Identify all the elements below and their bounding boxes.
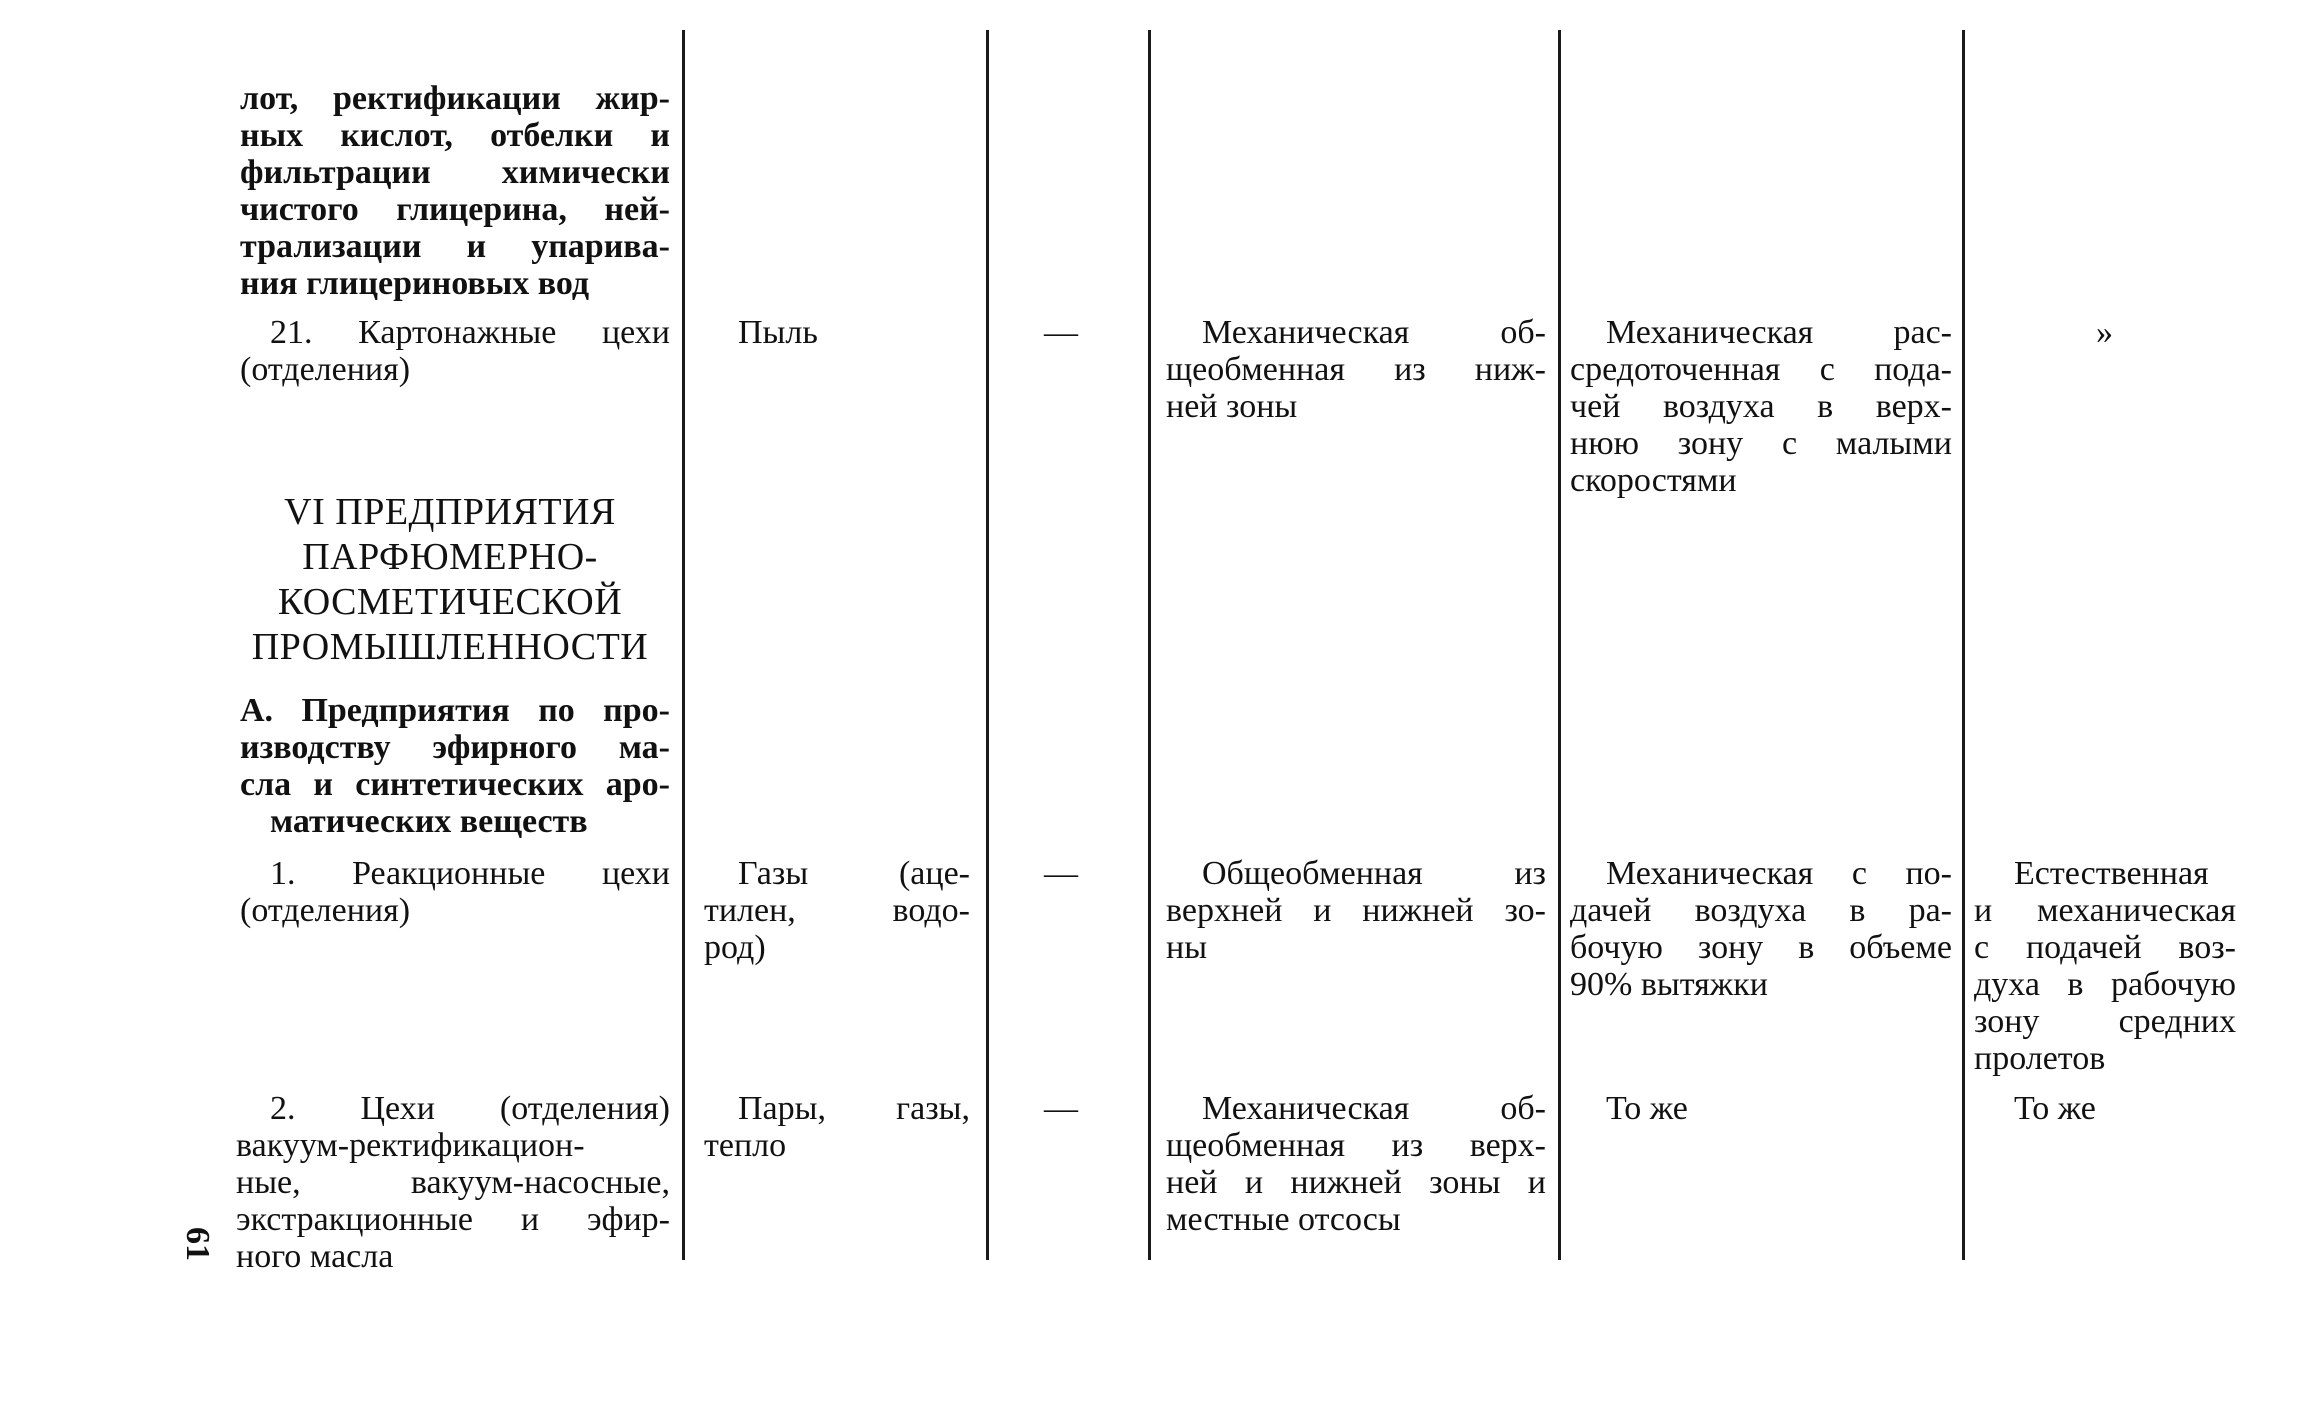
item-21-supply: Механическая рас- средоточенная с пода- чей воздуха в верх- нюю зону с малыми скоростями — [1570, 314, 1952, 499]
item-2-supply: То же — [1606, 1090, 1688, 1127]
subsection-heading: А. Предприятия по про- изводству эфирного ма- сла и синтетических аро- матических веществ — [240, 692, 670, 840]
item-1-supply: Механическая с по- дачей воздуха в ра- бочую зону в объеме 90% вытяжки — [1570, 855, 1952, 1003]
page-number: 61 — [179, 1227, 216, 1261]
item-2-hazard: Пары, газы, тепло — [704, 1090, 970, 1164]
item-21-label: 21. Картонажные цехи (отделения) — [240, 314, 670, 388]
item-21-hazard: Пыль — [738, 314, 818, 351]
item-1-label: 1. Реакционные цехи (отделения) — [240, 855, 670, 929]
item-2-dash: — — [1044, 1090, 1078, 1127]
section-heading: VI ПРЕДПРИЯТИЯ ПАРФЮМЕРНО- КОСМЕТИЧЕСКОЙ ПРОМЫШЛЕННОСТИ — [251, 491, 649, 668]
item-2-label: 2. Цехи (отделения) вакуум-ректификацион- ные, вакуум-насосные, экстракционные и эфир- ного масла — [236, 1090, 670, 1275]
column-rule-1 — [682, 30, 685, 1260]
item-2-natural-ventilation: То же — [2014, 1090, 2096, 1127]
continued-entry-text: лот, ректификации жир- ных кислот, отбелки и фильтрации химически чистого глицерина, ней- трализации и упарива- ния глицериновых вод — [240, 80, 670, 302]
item-2-ventilation: Механическая об- щеобменная из верх- ней и нижней зоны и местные отсосы — [1166, 1090, 1546, 1238]
item-1-dash: — — [1044, 855, 1078, 892]
column-rule-5 — [1962, 30, 1965, 1260]
item-1-natural-ventilation: Естественная и механическая с подачей воз- духа в рабочую зону средних пролетов — [1974, 855, 2236, 1077]
column-rule-2 — [986, 30, 989, 1260]
item-21-ventilation: Механическая об- щеобменная из ниж- ней зоны — [1166, 314, 1546, 425]
item-1-ventilation: Общеобменная из верхней и нижней зо- ны — [1166, 855, 1546, 966]
item-21-dash: — — [1044, 314, 1078, 351]
item-21-ditto-mark: » — [2096, 314, 2113, 351]
column-rule-4 — [1558, 30, 1561, 1260]
item-1-hazard: Газы (аце- тилен, водо- род) — [704, 855, 970, 966]
column-rule-3 — [1148, 30, 1151, 1260]
